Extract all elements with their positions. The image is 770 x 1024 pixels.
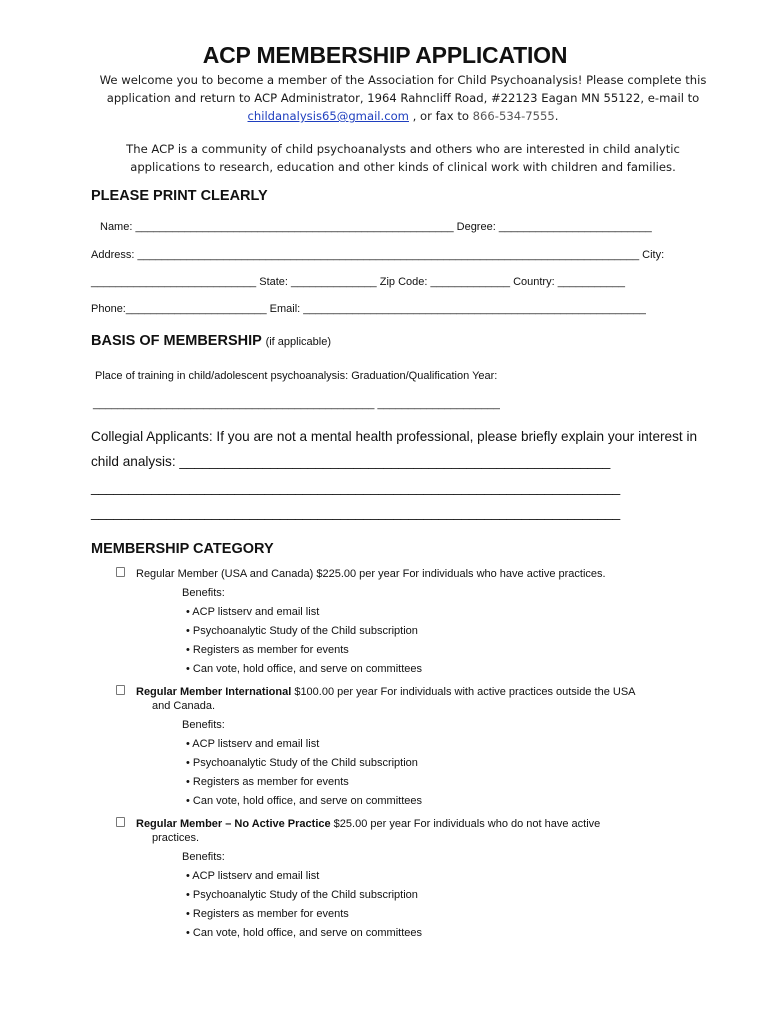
training-year-field[interactable]: ______________________________________________ ____________________ — [93, 398, 500, 410]
benefits-label: Benefits: — [182, 587, 225, 599]
benefit-item: • Psychoanalytic Study of the Child subscription — [186, 889, 418, 901]
option-continuation: practices. — [152, 832, 200, 844]
state-zip-country-field[interactable]: ___________________________ State: ______________ Zip Code: _____________ Country: ___________ — [91, 276, 625, 288]
address-city-field[interactable]: Address: __________________________________________________________________________________ City: — [91, 249, 665, 261]
intro-paragraph — [90, 71, 716, 125]
basis-heading: BASIS OF MEMBERSHIP (if applicable) — [91, 333, 331, 349]
collegial-answer-line-3[interactable]: ______________________________________________________________________ — [91, 505, 621, 520]
membership-category-heading: MEMBERSHIP CATEGORY — [91, 541, 274, 557]
about-paragraph — [90, 140, 716, 176]
phone-email-field[interactable]: Phone:_______________________ Email: ________________________________________________________ — [91, 303, 646, 315]
no-active-practice-checkbox[interactable] — [116, 817, 125, 827]
no-active-practice-option: Regular Member – No Active Practice $25.00 per year For individuals who do not have active — [136, 818, 601, 830]
name-degree-field[interactable]: Name: ____________________________________________________ Degree: _________________________ — [100, 221, 652, 233]
training-label: Place of training in child/adolescent psychoanalysis: Graduation/Qualification Year: — [95, 370, 498, 382]
benefit-item: • ACP listserv and email list — [186, 870, 320, 882]
regular-member-international-checkbox[interactable] — [116, 685, 125, 695]
intro-line-1: We welcome you to become a member of the Association for Child Psychoanalysis! Please complete this — [99, 73, 707, 87]
benefits-label: Benefits: — [182, 719, 225, 731]
benefit-item: • Psychoanalytic Study of the Child subscription — [186, 757, 418, 769]
about-line-2: applications to research, education and other kinds of clinical work with children and families. — [130, 160, 676, 174]
benefits-label: Benefits: — [182, 851, 225, 863]
fax-number: 866-534-7555 — [472, 109, 555, 123]
collegial-prompt: Collegial Applicants: If you are not a mental health professional, please briefly explain your interest in — [91, 429, 698, 444]
basis-note: (if applicable) — [265, 336, 331, 348]
regular-member-option: Regular Member (USA and Canada) $225.00 per year For individuals who have active practices. — [136, 568, 606, 580]
benefit-item: • ACP listserv and email list — [186, 738, 320, 750]
benefit-item: • Registers as member for events — [186, 776, 349, 788]
intro-line-3: childanalysis65@gmail.com , or fax to 866-534-7555. — [247, 109, 559, 123]
regular-member-checkbox[interactable] — [116, 567, 125, 577]
benefit-item: • Can vote, hold office, and serve on committees — [186, 927, 422, 939]
print-clearly-heading: PLEASE PRINT CLEARLY — [91, 188, 268, 204]
benefit-item: • Registers as member for events — [186, 644, 349, 656]
benefit-item: • Can vote, hold office, and serve on committees — [186, 795, 422, 807]
email-link[interactable]: childanalysis65@gmail.com — [247, 109, 409, 123]
collegial-answer-line-1[interactable]: child analysis: _________________________________________________________ — [91, 454, 611, 469]
collegial-answer-line-2[interactable]: ______________________________________________________________________ — [91, 480, 621, 495]
benefit-item: • Registers as member for events — [186, 908, 349, 920]
regular-member-international-option: Regular Member International $100.00 per year For individuals with active practices outside the USA — [136, 686, 636, 698]
option-continuation: and Canada. — [152, 700, 215, 712]
intro-line-2: application and return to ACP Administrator, 1964 Rahncliff Road, #22123 Eagan MN 55122, e-mail to — [106, 91, 700, 105]
about-line-1: The ACP is a community of child psychoanalysts and others who are interested in child analytic — [126, 142, 680, 156]
benefit-item: • ACP listserv and email list — [186, 606, 320, 618]
benefit-item: • Can vote, hold office, and serve on committees — [186, 663, 422, 675]
benefit-item: • Psychoanalytic Study of the Child subscription — [186, 625, 418, 637]
page-title: ACP MEMBERSHIP APPLICATION — [202, 42, 568, 68]
